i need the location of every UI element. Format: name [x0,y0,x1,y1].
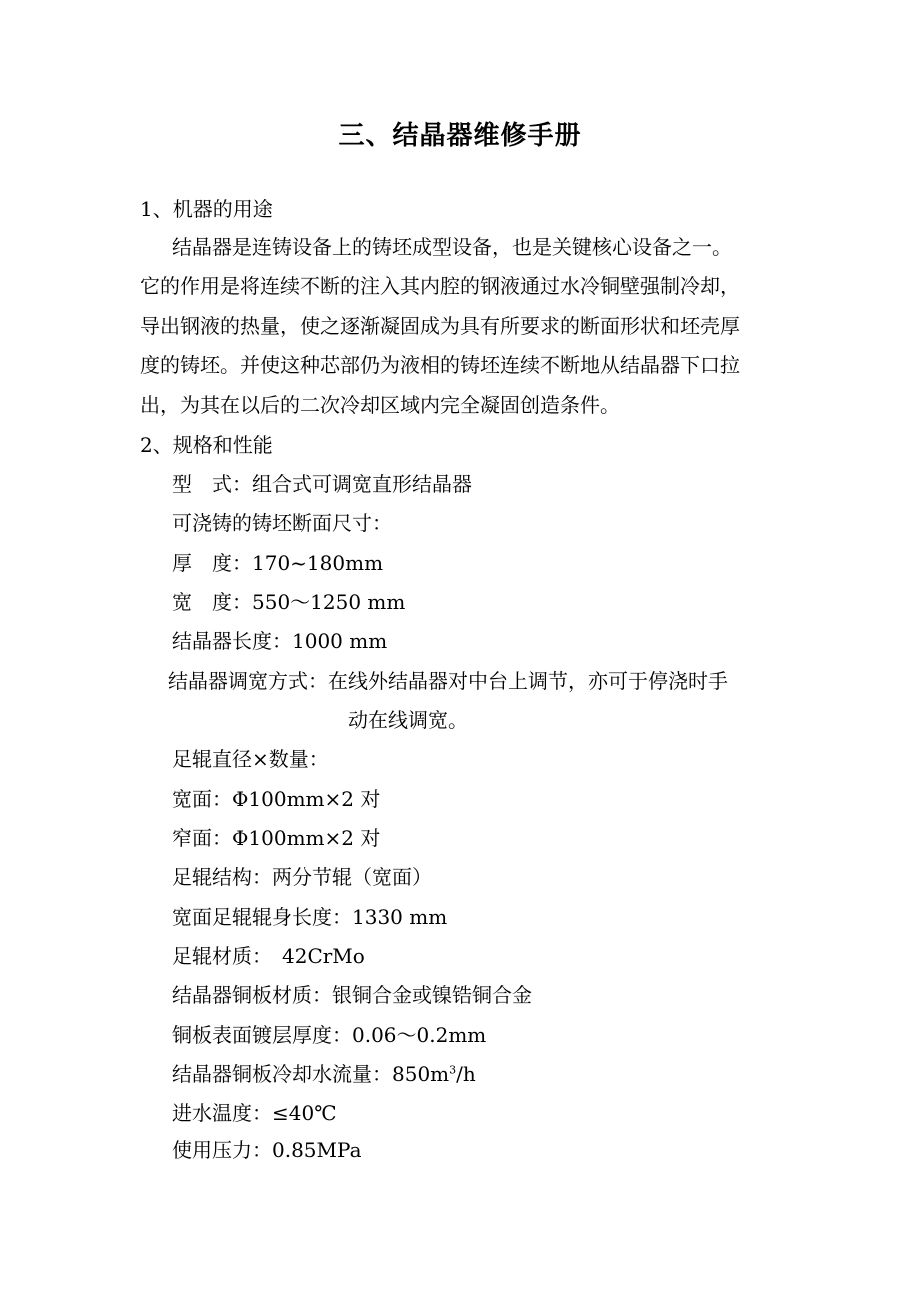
spec-wide-face: 宽面：Φ100mm×2 对 [172,787,381,811]
purpose-paragraph [140,228,780,425]
spec-narrow-face: 窄面：Φ100mm×2 对 [172,826,381,850]
spec-water-temp: 进水温度：≤40℃ [172,1101,337,1125]
spec-type-value: 组合式可调宽直形结晶器 [252,472,472,496]
spec-roll-length: 宽面足辊辊身长度：1330 mm [172,905,448,929]
section-heading-specs: 2、规格和性能 [140,433,273,457]
paragraph-line: 结晶器是连铸设备上的铸坯成型设备，也是关键核心设备之一。 [172,235,732,259]
spec-adjust-method: 结晶器调宽方式：在线外结晶器对中台上调节，亦可于停浇时手 [168,669,728,693]
spec-roll-diameter: 足辊直径×数量： [172,747,329,771]
spec-width-label: 宽 度： [172,590,252,614]
spec-copper-material: 结晶器铜板材质：银铜合金或镍锆铜合金 [172,983,532,1007]
spec-roll-structure: 足辊结构：两分节辊（宽面） [172,865,432,889]
spec-section-size: 可浇铸的铸坯断面尺寸： [172,511,392,535]
spec-roll-material: 足辊材质： 42CrMo [172,944,365,968]
paragraph-line: 它的作用是将连续不断的注入其内腔的钢液通过水冷铜壁强制冷却， [140,274,740,299]
paragraph-line: 导出钢液的热量，使之逐渐凝固成为具有所要求的断面形状和坯壳厚 [140,313,740,338]
spec-adjust-method-cont: 动在线调宽。 [348,708,468,732]
paragraph-line: 度的铸坯。并使这种芯部仍为液相的铸坯连续不断地从结晶器下口拉 [140,353,740,378]
page-title: 三、结晶器维修手册 [338,121,582,151]
spec-width [172,588,405,616]
spec-coating-thickness: 铜板表面镀层厚度：0.06～0.2mm [172,1023,487,1047]
spec-type [172,470,472,498]
spec-cooling-flow-prefix: 结晶器铜板冷却水流量：850m [172,1062,450,1086]
spec-cooling-flow-suffix: /h [456,1062,476,1086]
spec-type-label: 型 式： [172,472,252,496]
spec-length: 结晶器长度：1000 mm [172,629,388,653]
spec-thickness-value: 170~180mm [252,551,384,575]
spec-width-value: 550～1250 mm [252,590,406,614]
section-heading-purpose: 1、机器的用途 [140,197,273,221]
spec-pressure: 使用压力：0.85MPa [172,1138,362,1162]
spec-thickness-label: 厚 度： [172,551,252,575]
spec-cooling-flow-sup: 3 [449,1063,457,1077]
spec-thickness [172,549,383,577]
paragraph-line: 出，为其在以后的二次冷却区域内完全凝固创造条件。 [140,392,620,417]
spec-cooling-flow [172,1060,476,1088]
